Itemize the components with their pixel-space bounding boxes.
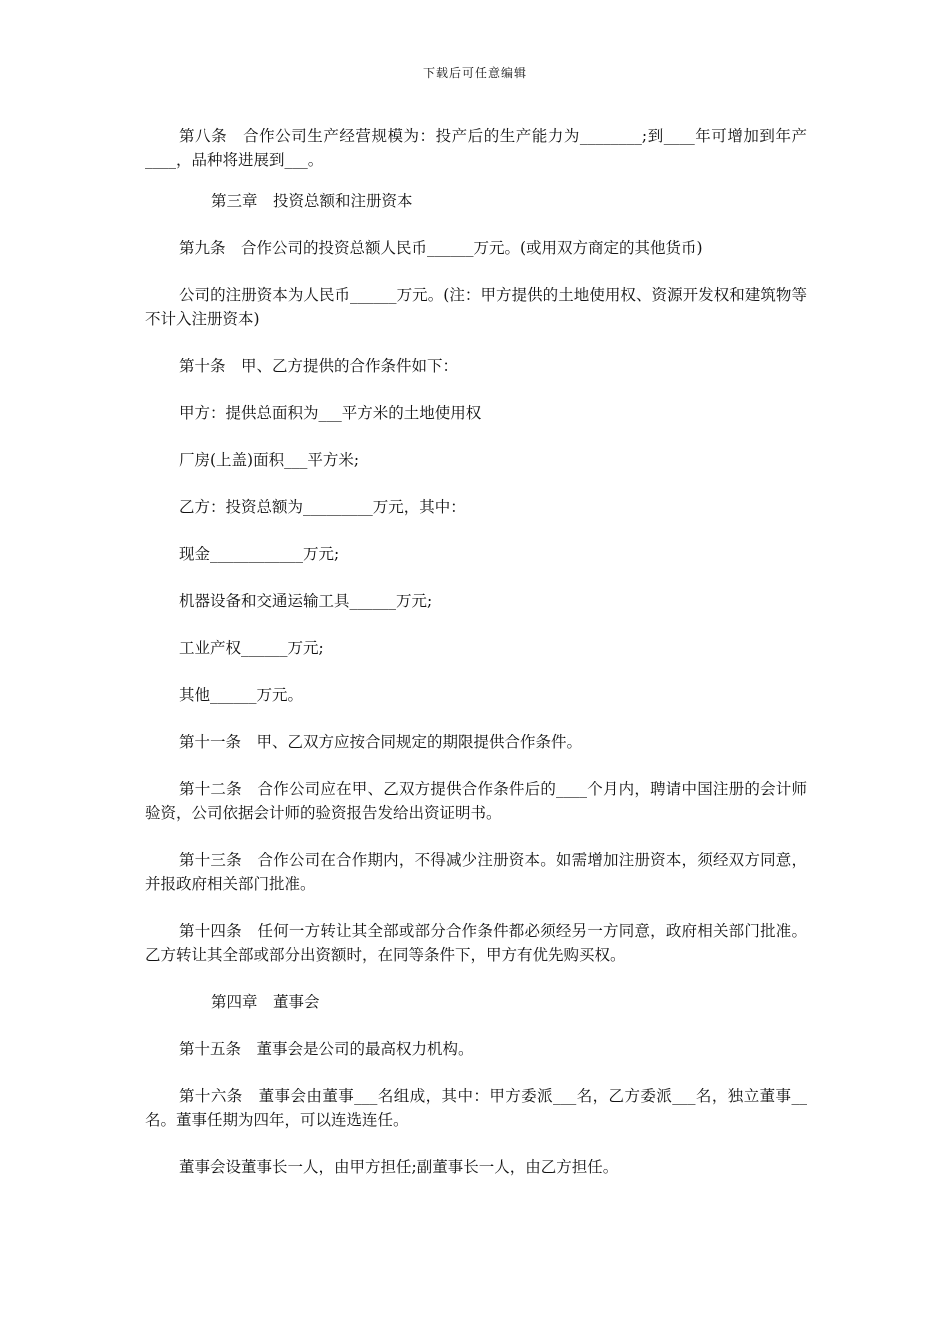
article-8: 第八条 合作公司生产经营规模为：投产后的生产能力为________;到____年可增加到年产____，品种将进展到___。	[145, 127, 807, 169]
article-16: 第十六条 董事会由董事___名组成，其中：甲方委派___名，乙方委派___名，独立董事__名。董事任期为四年，可以连选连任。	[145, 1087, 807, 1129]
document-body	[145, 124, 807, 1179]
party-b-investment: 乙方：投资总额为_________万元，其中：	[179, 498, 466, 516]
article-10: 第十条 甲、乙方提供的合作条件如下：	[179, 357, 459, 375]
article-14: 第十四条 任何一方转让其全部或部分合作条件都必须经另一方同意，政府相关部门批准。乙方转让其全部或部分出资额时，在同等条件下，甲方有优先购买权。	[145, 922, 807, 964]
party-a-land-use: 甲方：提供总面积为___平方米的土地使用权	[179, 404, 482, 422]
cash-item: 现金____________万元;	[179, 545, 340, 563]
chairman-paragraph: 董事会设董事长一人，由甲方担任;副董事长一人，由乙方担任。	[179, 1158, 619, 1176]
industrial-property-item: 工业产权______万元;	[179, 639, 324, 657]
chapter-4-heading: 第四章 董事会	[211, 993, 320, 1011]
factory-area: 厂房(上盖)面积___平方米;	[179, 451, 360, 469]
other-item: 其他______万元。	[179, 686, 304, 704]
chapter-3-heading: 第三章 投资总额和注册资本	[211, 192, 413, 210]
article-11: 第十一条 甲、乙双方应按合同规定的期限提供合作条件。	[179, 733, 583, 751]
article-15: 第十五条 董事会是公司的最高权力机构。	[179, 1040, 474, 1058]
article-12: 第十二条 合作公司应在甲、乙双方提供合作条件后的____个月内，聘请中国注册的会计师验资，公司依据会计师的验资报告发给出资证明书。	[145, 780, 807, 822]
page-header: 下载后可任意编辑	[422, 66, 527, 80]
article-9: 第九条 合作公司的投资总额人民币______万元。(或用双方商定的其他货币)	[179, 239, 703, 257]
equipment-item: 机器设备和交通运输工具______万元;	[179, 592, 433, 610]
article-13: 第十三条 合作公司在合作期内，不得减少注册资本。如需增加注册资本，须经双方同意，并报政府相关部门批准。	[145, 851, 807, 893]
registered-capital-paragraph: 公司的注册资本为人民币______万元。(注：甲方提供的土地使用权、资源开发权和建筑物等不计入注册资本)	[145, 286, 807, 328]
